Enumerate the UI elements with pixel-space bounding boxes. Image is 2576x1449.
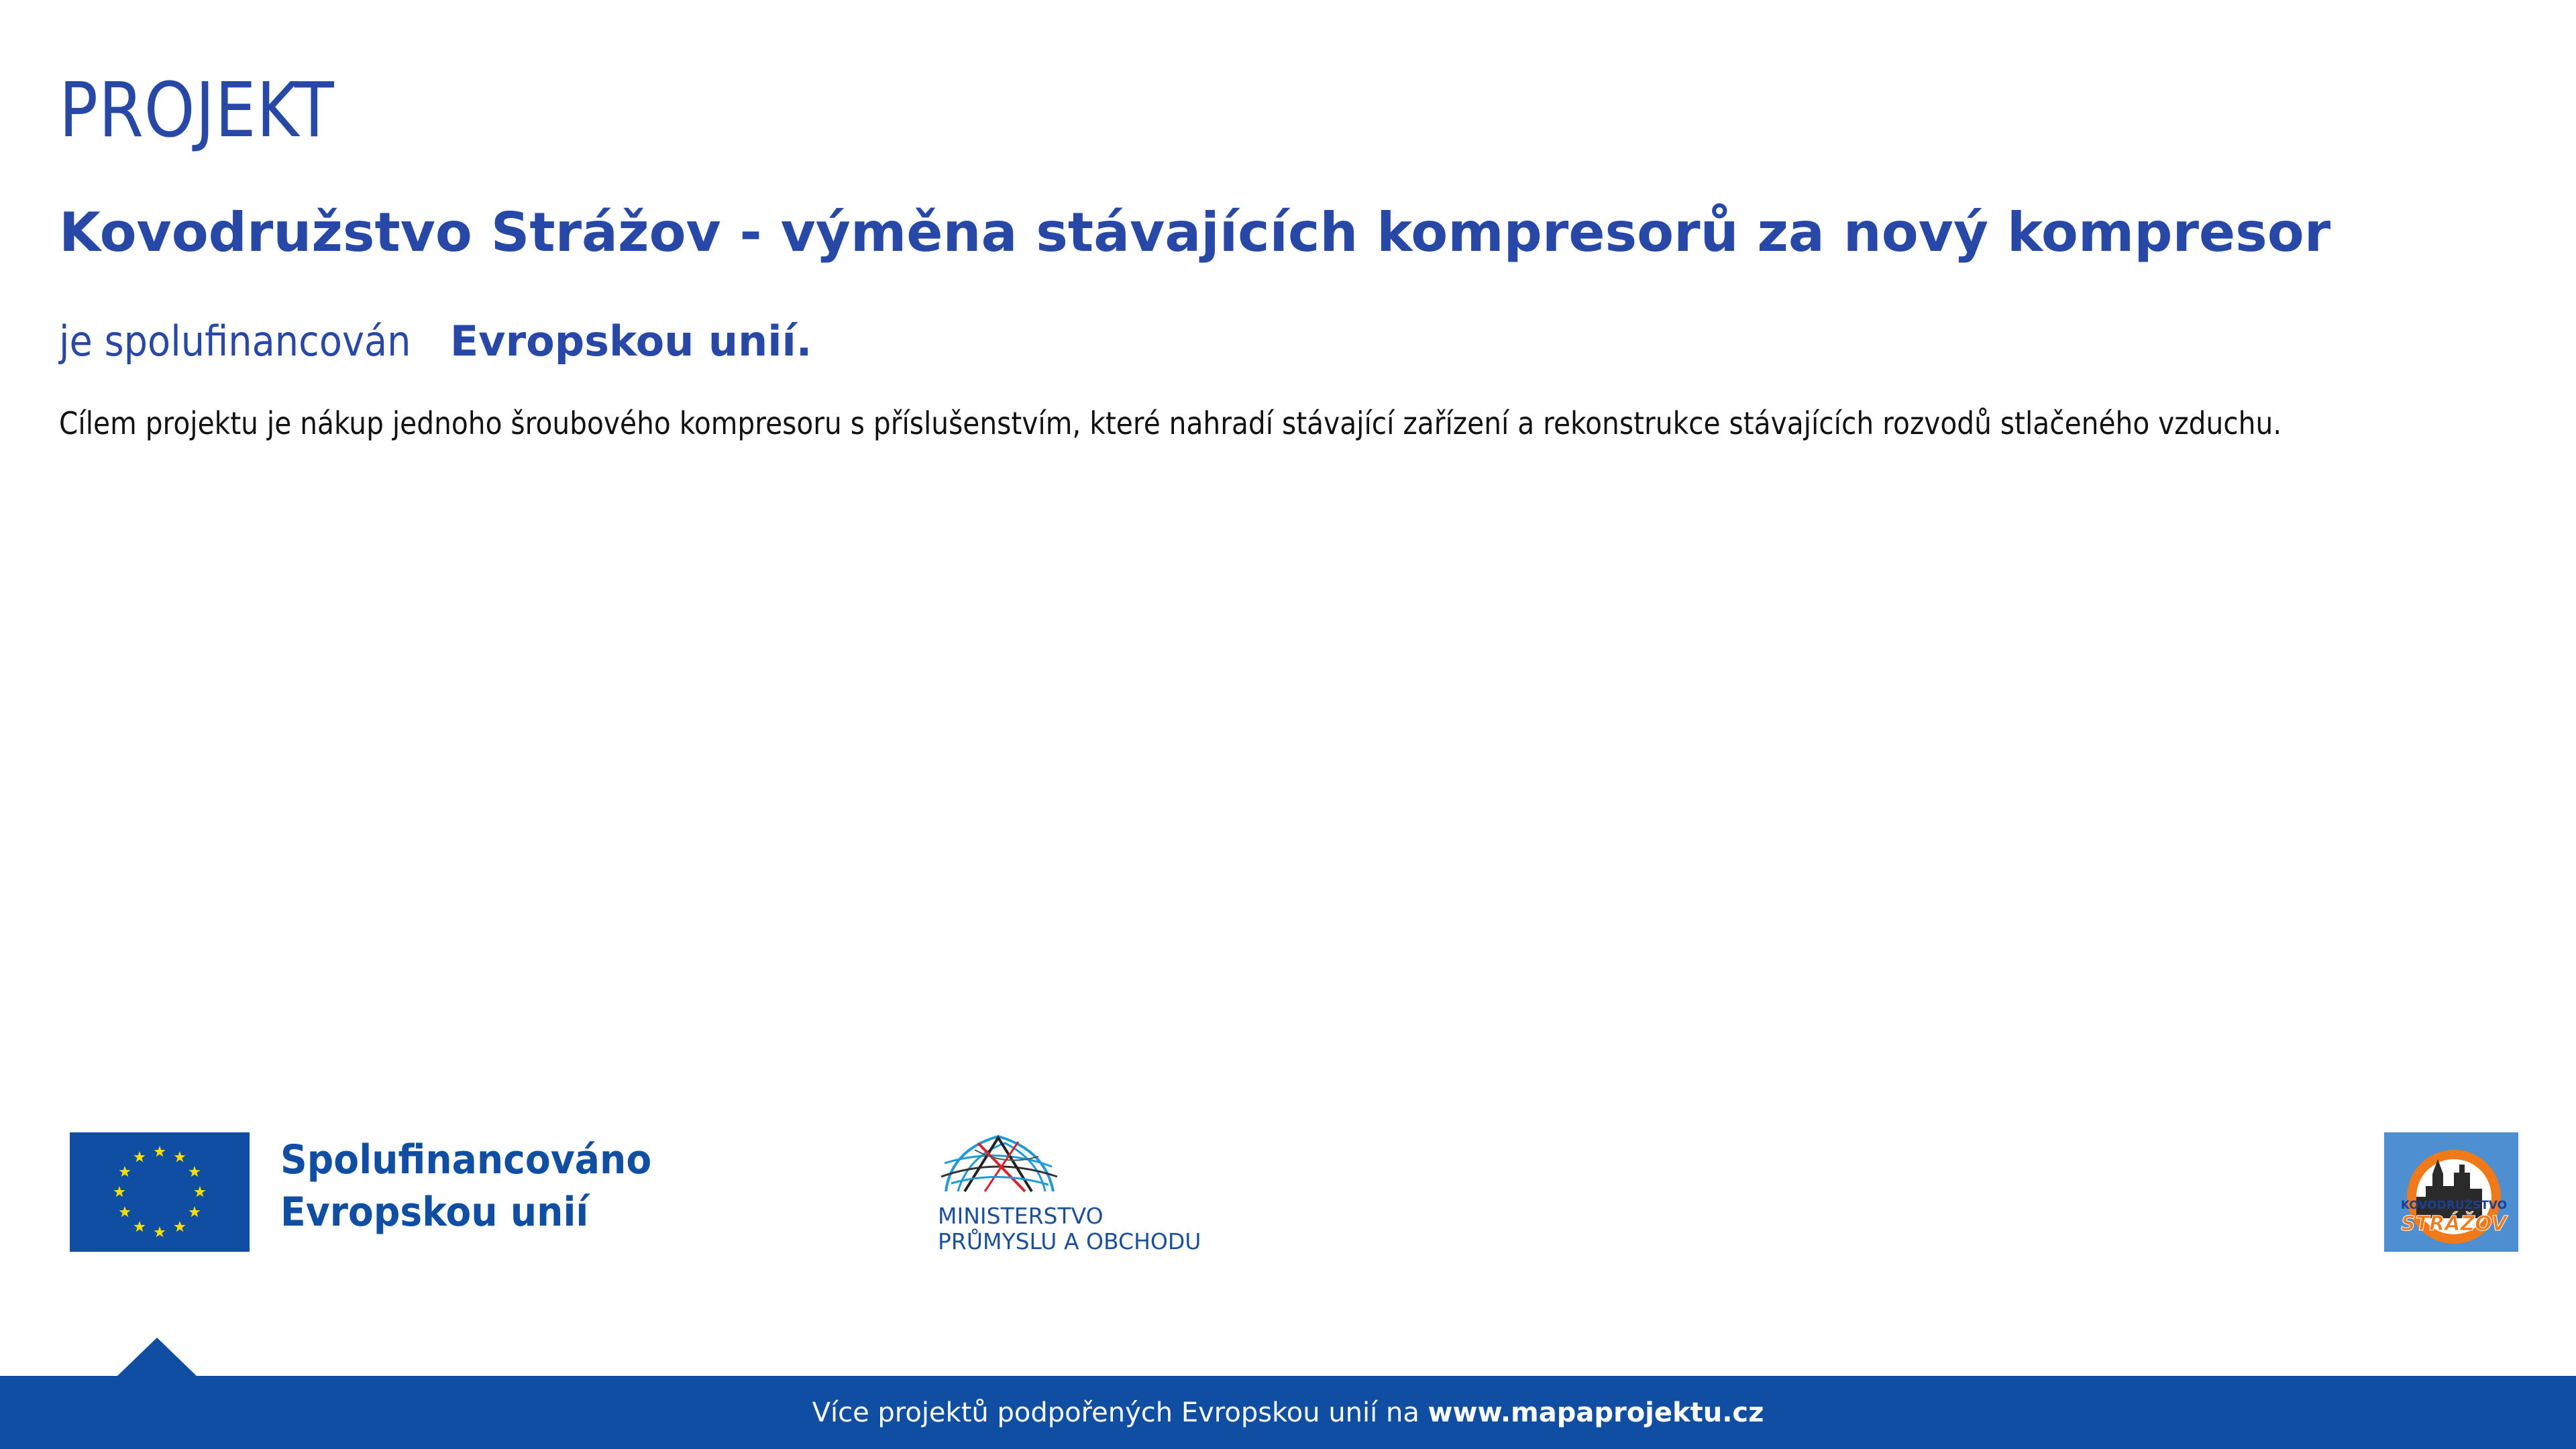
ministry-logo-line1: MINISTERSTVO [938,1203,1104,1229]
eu-star-icon [174,1221,185,1232]
cofinanced-statement [59,317,812,366]
ministry-logo-text [938,1203,1201,1254]
eu-star-icon [174,1151,185,1162]
eu-logo-line1: Spolufinancováno [280,1136,652,1183]
company-logo-line2: STRÁŽOV [2401,1212,2507,1236]
eu-logo-text [280,1134,684,1238]
eu-star-icon [189,1166,200,1177]
eu-star-icon [154,1226,165,1237]
gear-town-icon [2384,1132,2518,1252]
eu-logo-line2: Evropskou unií [280,1189,589,1236]
project-description: Cílem projektu je nákup jednoho šroubového kompresoru s příslušenstvím, které nahradí stávající zařízení a rekonstrukce stávajících rozvodů stlačeného vzduchu. [59,405,2282,441]
eu-star-icon [189,1206,200,1217]
cofinanced-prefix: je spolufinancován [59,317,411,366]
eu-star-icon [133,1151,145,1162]
page-heading: PROJEKT [59,67,335,154]
company-logo [2384,1132,2518,1252]
footer-link[interactable]: www.mapaprojektu.cz [1428,1397,1764,1428]
globe-icon [938,1130,1059,1197]
eu-star-icon [119,1166,130,1177]
cofinanced-emphasis: Evropskou unií. [449,317,812,366]
eu-flag-icon [70,1132,250,1252]
eu-star-icon [133,1221,145,1232]
eu-star-icon [194,1186,205,1197]
footer-notch [117,1338,197,1377]
ministry-logo [938,1130,1206,1257]
footer-text: Více projektů podpořených Evropskou unií na [812,1397,1419,1428]
project-title: Kovodružstvo Strážov - výměna stávajících kompresorů za nový kompresor [59,201,2331,264]
eu-star-icon [113,1186,125,1197]
eu-star-icon [119,1206,130,1217]
footer-bar [0,1376,2576,1449]
eu-star-icon [154,1146,165,1157]
ministry-logo-line2: PRŮMYSLU A OBCHODU [938,1228,1201,1254]
company-logo-line1: KOVODRUŽSTVO [2400,1199,2508,1212]
